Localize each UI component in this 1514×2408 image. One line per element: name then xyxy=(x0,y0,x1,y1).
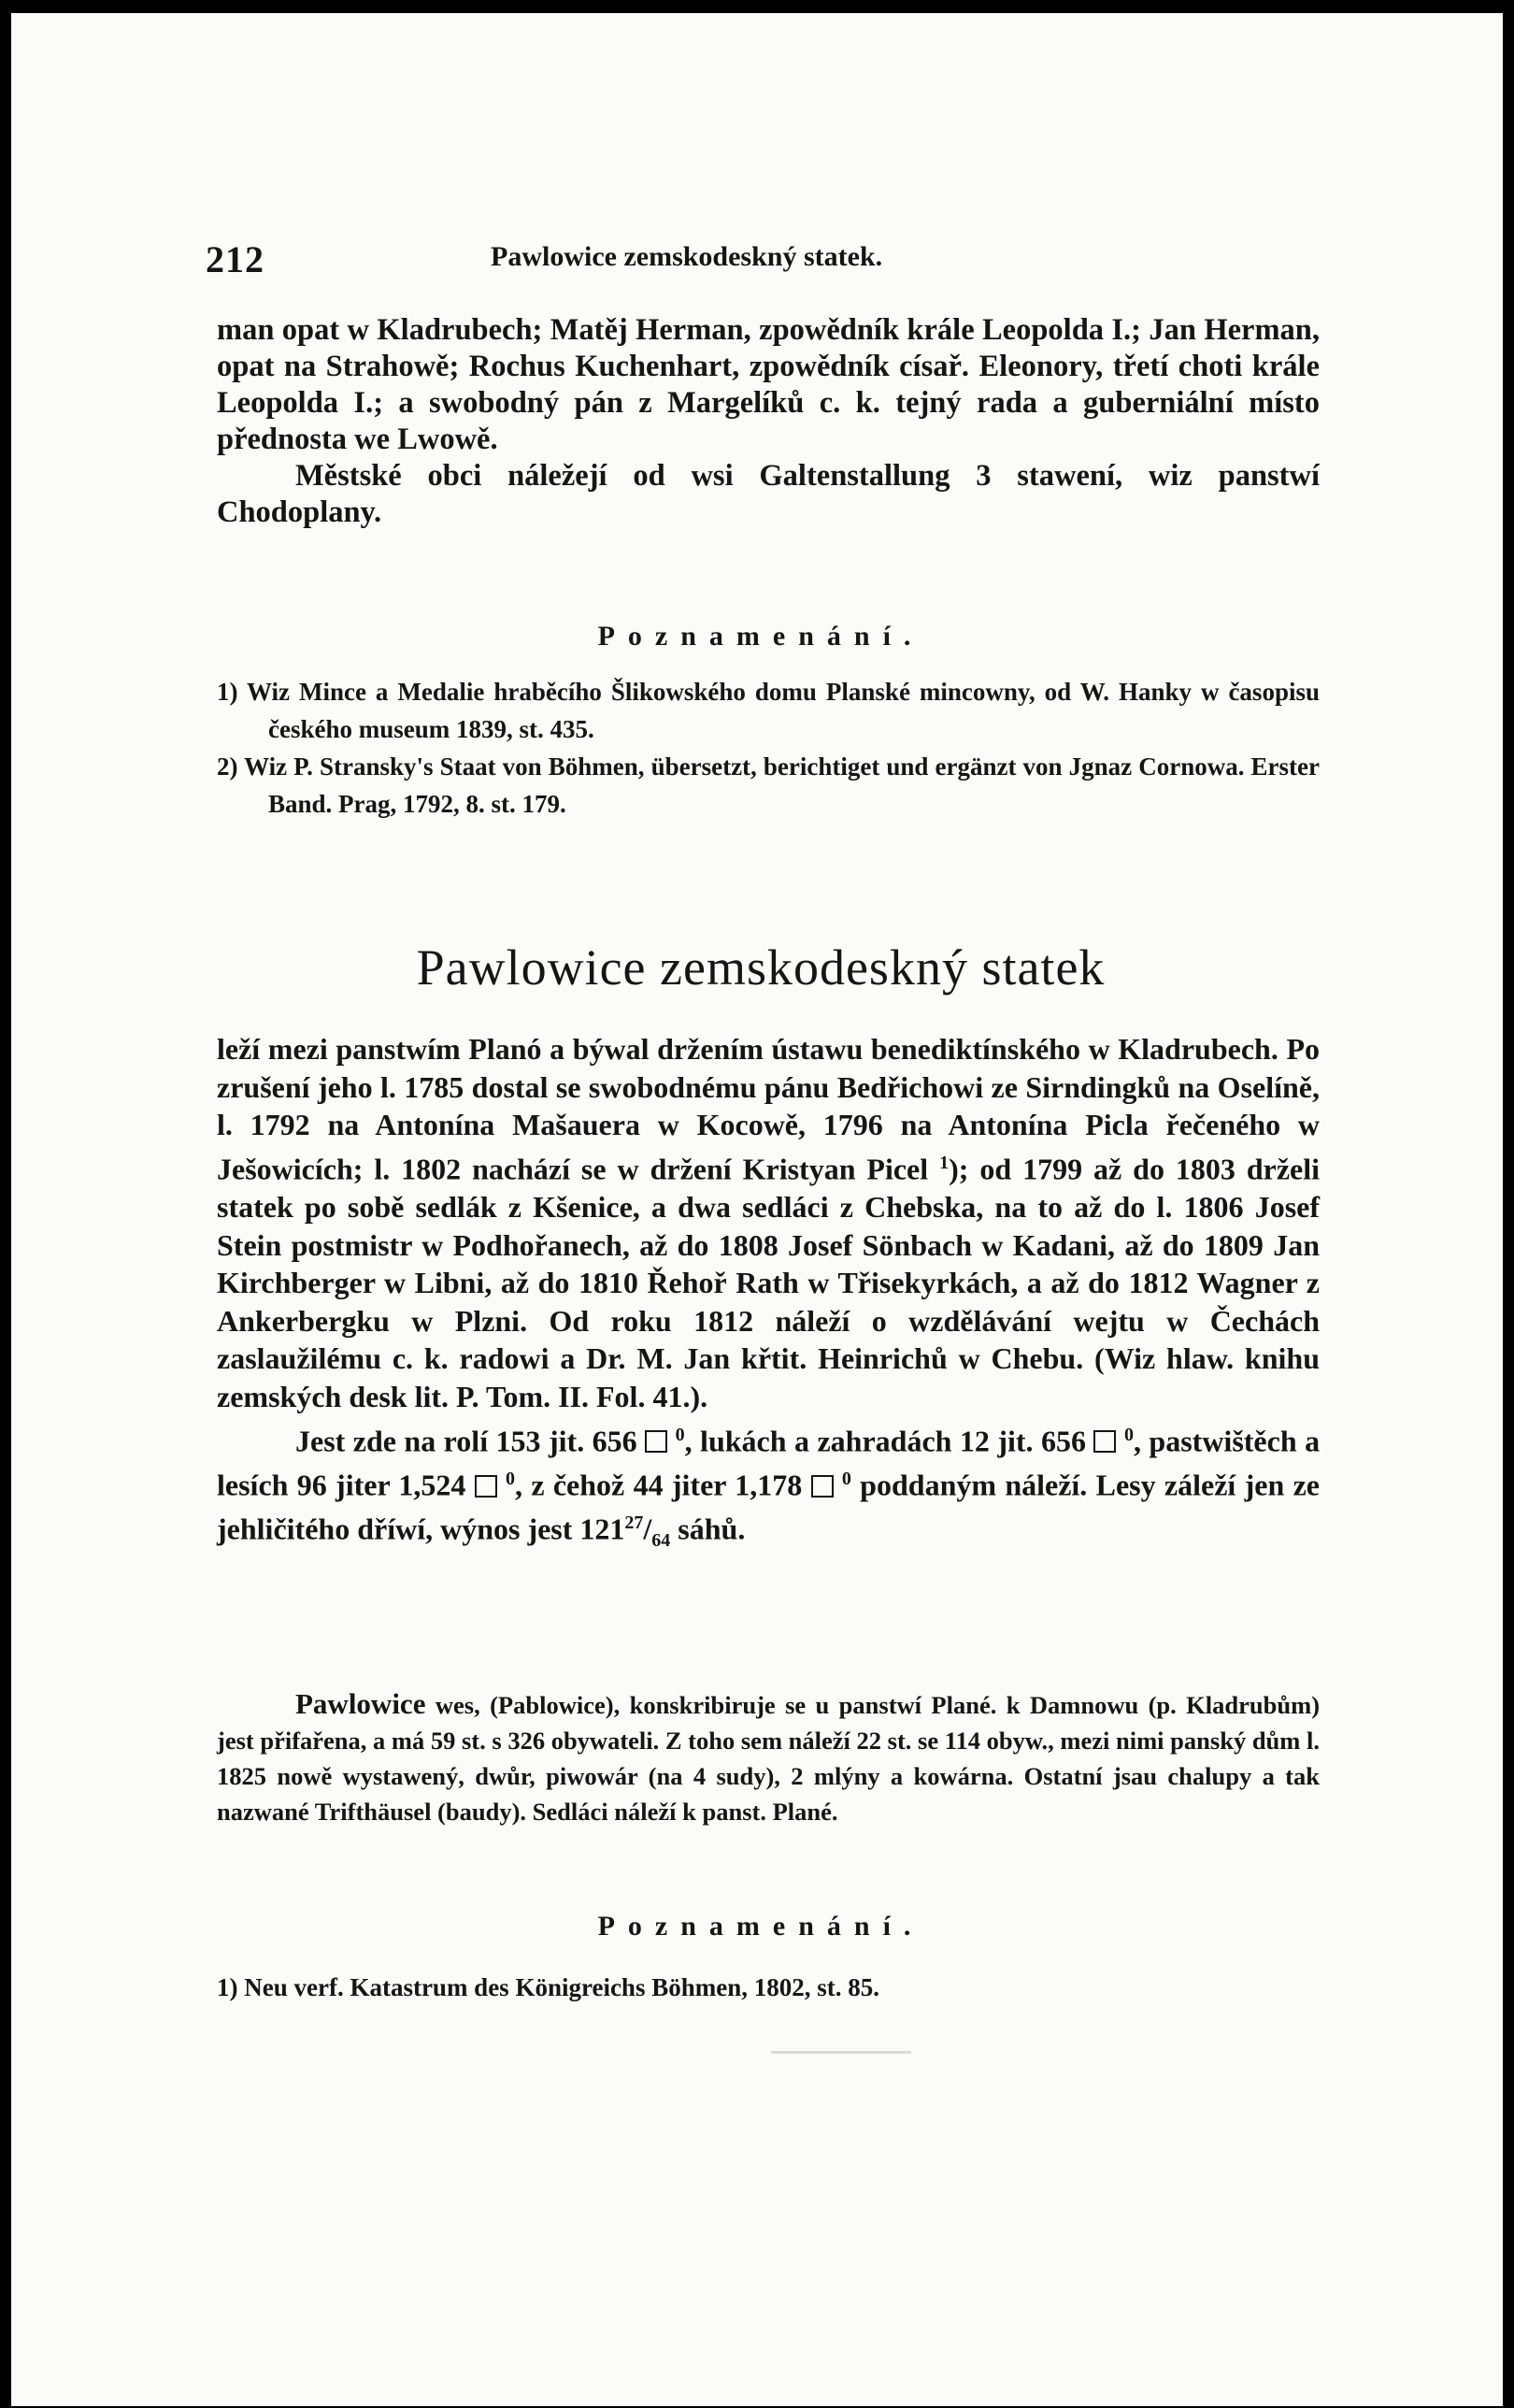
paragraph-continued: man opat w Kladrubech; Matěj Herman, zpowědník krále Leopolda I.; Jan Herman, opat na Strahowě; Rochus Kuchenhart, zpowědník císař. Eleonory, třetí choti krále Leopolda I.; a swobodný pán z Margelíků c. k. tejný rada a guberniální místo přednosta we Lwowě. xyxy=(217,313,1320,456)
footnote-catastrum: 1) Neu verf. Katastrum des Königreichs Böhmen, 1802, st. 85. xyxy=(217,1973,879,2001)
section-title: Pawlowice zemskodeskný statek xyxy=(416,939,1106,996)
paragraph-galtenstallung: Městské obci náležejí od wsi Galtenstallung 3 stawení, wiz panstwí Chodoplany. xyxy=(217,459,1320,529)
page-number: 212 xyxy=(206,238,264,280)
land-text-f: sáhů. xyxy=(678,1512,746,1546)
fraction-denominator: 64 xyxy=(651,1530,671,1552)
village-description: wes, (Pablowice), konskribiruje se u panstwí Plané. k Damnowu (p. Kladrubům) jest přifařena, a má 59 st. s 326 obywateli. Z toho sem náleží 22 st. se 114 obyw., mezi nimi panský dům l. 1825 nowě wystawený, dwůr, piwowár (na 4 sudy), 2 mlýny a kowárna. Ostatní jsau chalupy a tak nazwané Trifthäusel (baudy). Sedláci náleží k panst. Plané. xyxy=(217,1691,1321,1826)
document-page xyxy=(11,13,1503,2406)
continued-text xyxy=(217,312,1320,531)
footnote-1: 1) Wiz Mince a Medalie hraběcího Šlikowského domu Planské mincowny, od W. Hanky w časopisu českého museum 1839, st. 435. xyxy=(217,678,1320,743)
footnote-ref: 1 xyxy=(939,1152,950,1173)
land-text-b: , lukách a zahradách 12 jit. 656 xyxy=(684,1424,1087,1458)
square-symbol xyxy=(1093,1430,1116,1453)
degree-mark: 0 xyxy=(506,1468,516,1489)
land-text-e: poddaným náleží. Lesy záleží jen ze jehličitého dříwí, wýnos jest 121 xyxy=(217,1468,1321,1546)
footnotes-second xyxy=(217,1969,1320,2006)
degree-mark: 0 xyxy=(675,1424,685,1445)
square-symbol xyxy=(645,1430,667,1453)
village-name: Pawlowice xyxy=(295,1687,426,1720)
section-body xyxy=(217,1030,1320,1560)
degree-mark: 0 xyxy=(1123,1424,1134,1445)
footnote-2: 2) Wiz P. Stransky's Staat von Böhmen, übersetzt, berichtiget und ergänzt von Jgnaz Cornowa. Erster Band. Prag, 1792, 8. st. 179. xyxy=(217,752,1320,818)
notes-heading: Poznamenání. xyxy=(597,621,924,652)
square-symbol xyxy=(811,1475,834,1498)
paragraph-history xyxy=(217,1030,1320,1416)
square-symbol xyxy=(475,1475,497,1498)
degree-mark: 0 xyxy=(841,1468,851,1489)
land-text-d: , z čehož 44 jiter 1,178 xyxy=(515,1468,803,1502)
land-text-c: , pastwištěch a lesích 96 jiter 1,524 xyxy=(217,1424,1321,1502)
history-text-continued: ); od 1799 až do 1803 drželi statek po sobě sedlák z Kšenice, a dwa sedláci z Chebska, na to až do l. 1806 Josef Stein postmistr w Podhořanech, až do 1808 Josef Sönbach w Kadani, až do 1809 Jan Kirchberger w Libni, až do 1810 Řehoř Rath w Třisekyrkách, a až do 1812 Wagner z Ankerbergku w Plzni. Od roku 1812 náleží o wzdělávání wejtu w Čechách zaslaužilému c. k. radowi a Dr. M. Jan křtit. Heinrichů w Chebu. (Wiz hlaw. knihu zemských desk lit. P. Tom. II. Fol. 41.). xyxy=(217,1152,1321,1413)
notes-heading-second: Poznamenání. xyxy=(597,1911,924,1942)
land-text-a: Jest zde na rolí 153 jit. 656 xyxy=(295,1424,637,1458)
running-head: Pawlowice zemskodeskný statek. xyxy=(491,241,883,272)
village-note xyxy=(217,1686,1320,1829)
village-paragraph xyxy=(217,1686,1320,1829)
page-header xyxy=(206,228,1316,284)
print-smudge xyxy=(771,2051,911,2054)
fraction-numerator: 27 xyxy=(624,1512,644,1534)
footnotes-first xyxy=(217,673,1320,823)
paragraph-land: Jest zde na rolí 153 jit. 656 $^0$, lukách a zahradách 12 jit. 656 $^0$, pastwištěch a lesích 96 jiter 1,524 $^0$, z čehož 44 jiter 1,178 $^0$ poddaným náleží. Lesy záleží jen ze jehličitého dříwí, wýnos jest $121^{27}/_{64}$ sáhů. xyxy=(217,1424,1321,1552)
history-text: leží mezi panstwím Planó a býwal držením ústawu benediktínského w Kladrubech. Po zrušení jeho l. 1785 dostal se swobodnému pánu Bedřichowi ze Sirndingků na Oselíně, l. 1792 na Antonína Mašauera w Kocowě, 1796 na Antonína Picla řečeného w Ješowicích; l. 1802 nachází se w držení Kristyan Picel xyxy=(217,1032,1320,1186)
